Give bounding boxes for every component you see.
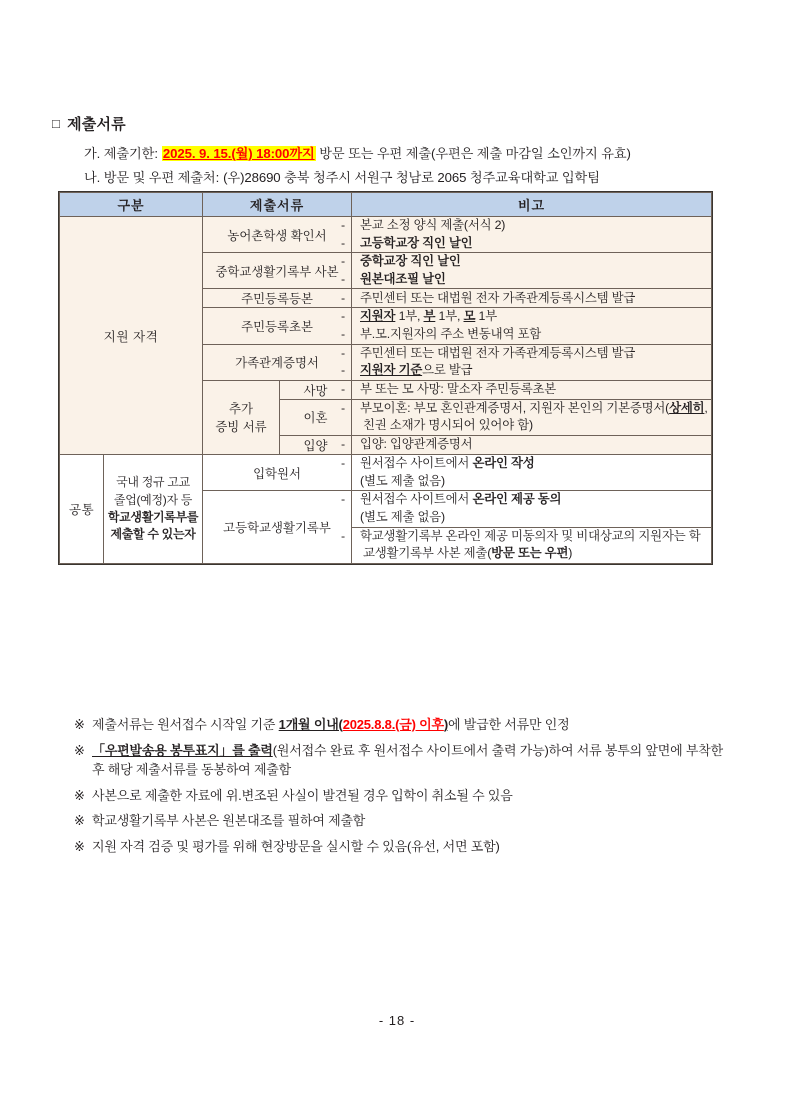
- cell-doc-family-relation-certificate: 가족관계증명서: [203, 344, 352, 380]
- table-header-row: [60, 193, 712, 217]
- note-item: - 부 또는 모 사망: 말소자 주민등록초본: [341, 382, 557, 397]
- note-item: - 원본대조필 날인: [341, 271, 446, 286]
- footnote-item: ※ 학교생활기록부 사본은 원본대조를 필하여 제출함: [74, 812, 734, 831]
- deadline-line: [84, 143, 631, 162]
- note-item: (별도 제출 없음): [360, 473, 445, 488]
- column-header-note: 비고: [352, 193, 712, 217]
- note-item: - 중학교장 직인 날인: [341, 254, 461, 269]
- footnote-item: ※ 지원 자격 검증 및 평가를 위해 현장방문을 실시할 수 있음(유선, 서면 포함): [74, 838, 734, 857]
- note-item: - 부.모.지원자의 주소 변동내역 포함: [341, 327, 541, 342]
- footnote-item: ※ 사본으로 제출한 자료에 위.변조된 사실이 발견될 경우 입학이 취소될 수 있음: [74, 787, 734, 806]
- asterisk-icon: ※: [74, 813, 85, 829]
- address-label: 나. 방문 및 우편 제출처:: [84, 170, 220, 185]
- cell-note-family-relation-certificate: [341, 344, 712, 380]
- cell-note-application-form: [341, 455, 712, 491]
- page-title-text: 제출서류: [67, 116, 126, 133]
- cell-doc-high-school-record: 고등학교생활기록부: [203, 491, 352, 563]
- common-desc-line2: 졸업(예정)자 등: [113, 492, 193, 507]
- note-item: - 지원자 1부, 부 1부, 모 1부: [341, 309, 497, 324]
- page-title: [52, 113, 126, 134]
- footnote-item: ※ 제출서류는 원서접수 시작일 기준 1개월 이내(2025.8.8.(금) 이후)에 발급한 서류만 인정: [74, 716, 734, 735]
- cell-note-middle-school-record: [341, 253, 712, 289]
- note-item: - 고등학교장 직인 날인: [341, 235, 473, 250]
- deadline-highlight: 2025. 9. 15.(월) 18:00까지: [162, 146, 315, 161]
- asterisk-icon: ※: [74, 839, 85, 855]
- footnote-item: ※ 「우편발송용 봉투표지」를 출력(원서접수 완료 후 원서접수 사이트에서 출력 가능)하여 서류 봉투의 앞면에 부착한 후 해당 제출서류를 동봉하여 제출함: [74, 742, 723, 777]
- asterisk-icon: ※: [74, 717, 85, 732]
- cell-common-description: [104, 455, 203, 564]
- cell-doc-middle-school-record: 중학교생활기록부 사본: [203, 253, 352, 289]
- column-header-document: 제출서류: [203, 193, 352, 217]
- note-item: - 주민센터 또는 대법원 전자 가족관계등록시스템 발급: [341, 345, 636, 360]
- cell-group-common: 공통: [60, 455, 104, 564]
- note-item: - 본교 소정 양식 제출(서식 2): [341, 218, 506, 232]
- cell-doc-rural-certificate: 농어촌학생 확인서: [203, 217, 352, 253]
- deadline-label: 가. 제출기한:: [84, 146, 158, 161]
- column-header-category: 구분: [60, 193, 203, 217]
- note-item: (별도 제출 없음): [360, 509, 445, 524]
- footnote-list: [74, 716, 734, 864]
- cell-doc-extra-evidence: [203, 380, 280, 454]
- cell-note-resident-registration-abstract: [341, 308, 712, 344]
- cell-note-high-school-record-consent: [341, 491, 712, 527]
- table-row: [60, 217, 712, 253]
- deadline-rest: 방문 또는 우편 제출(우편은 제출 마감일 소인까지 유효): [319, 146, 631, 161]
- cell-subdoc-divorce: 이혼: [280, 399, 352, 435]
- cell-doc-resident-registration-abstract: 주민등록초본: [203, 308, 352, 344]
- common-desc-line1: 국내 정규 고교: [116, 475, 190, 490]
- square-bullet-icon: □: [52, 116, 61, 131]
- note-item: - 원서접수 사이트에서 온라인 작성: [341, 456, 535, 471]
- cell-note-high-school-record-nonconsent: [341, 527, 712, 563]
- cell-group-qualification: 지원 자격: [60, 217, 203, 455]
- address-rest: (우)28690 충북 청주시 서원구 청남로 2065 청주교육대학교 입학팀: [223, 170, 600, 185]
- cell-note-divorce: [341, 399, 712, 435]
- cell-note-rural-certificate: [341, 217, 712, 253]
- cell-doc-application-form: 입학원서: [203, 455, 352, 491]
- cell-note-death: [341, 380, 712, 399]
- address-line: [84, 167, 600, 186]
- table-row: [60, 455, 712, 491]
- common-desc-line3: 학교생활기록부를: [107, 509, 199, 524]
- cell-subdoc-death: 사망: [280, 380, 352, 399]
- page-number: - 18 -: [378, 1013, 416, 1028]
- extra-evidence-line1: 추가: [229, 402, 253, 417]
- cell-subdoc-adoption: 입양: [280, 436, 352, 455]
- asterisk-icon: ※: [74, 787, 85, 803]
- note-item: - 부모이혼: 부모 혼인관계증명서, 지원자 본인의 기본증명서(상세히, 친권 소재가 명시되어 있어야 함): [341, 400, 708, 433]
- cell-note-adoption: [341, 436, 712, 455]
- note-item: - 원서접수 사이트에서 온라인 제공 동의: [341, 492, 562, 507]
- note-item: - 주민센터 또는 대법원 전자 가족관계등록시스템 발급: [341, 290, 636, 305]
- cell-doc-resident-registration-full: 주민등록등본: [203, 289, 352, 308]
- note-item: - 학교생활기록부 온라인 제공 미동의자 및 비대상교의 지원자는 학교생활기록부 사본 제출(방문 또는 우편): [341, 528, 701, 561]
- note-item: - 입양: 입양관계증명서: [341, 437, 473, 452]
- asterisk-icon: ※: [74, 742, 85, 758]
- cell-note-resident-registration-full: [341, 289, 712, 308]
- submission-documents-table: [59, 192, 712, 564]
- common-desc-line4: 제출할 수 있는자: [110, 527, 196, 542]
- note-item: - 지원자 기준으로 발급: [341, 363, 473, 378]
- extra-evidence-line2: 증빙 서류: [215, 420, 267, 435]
